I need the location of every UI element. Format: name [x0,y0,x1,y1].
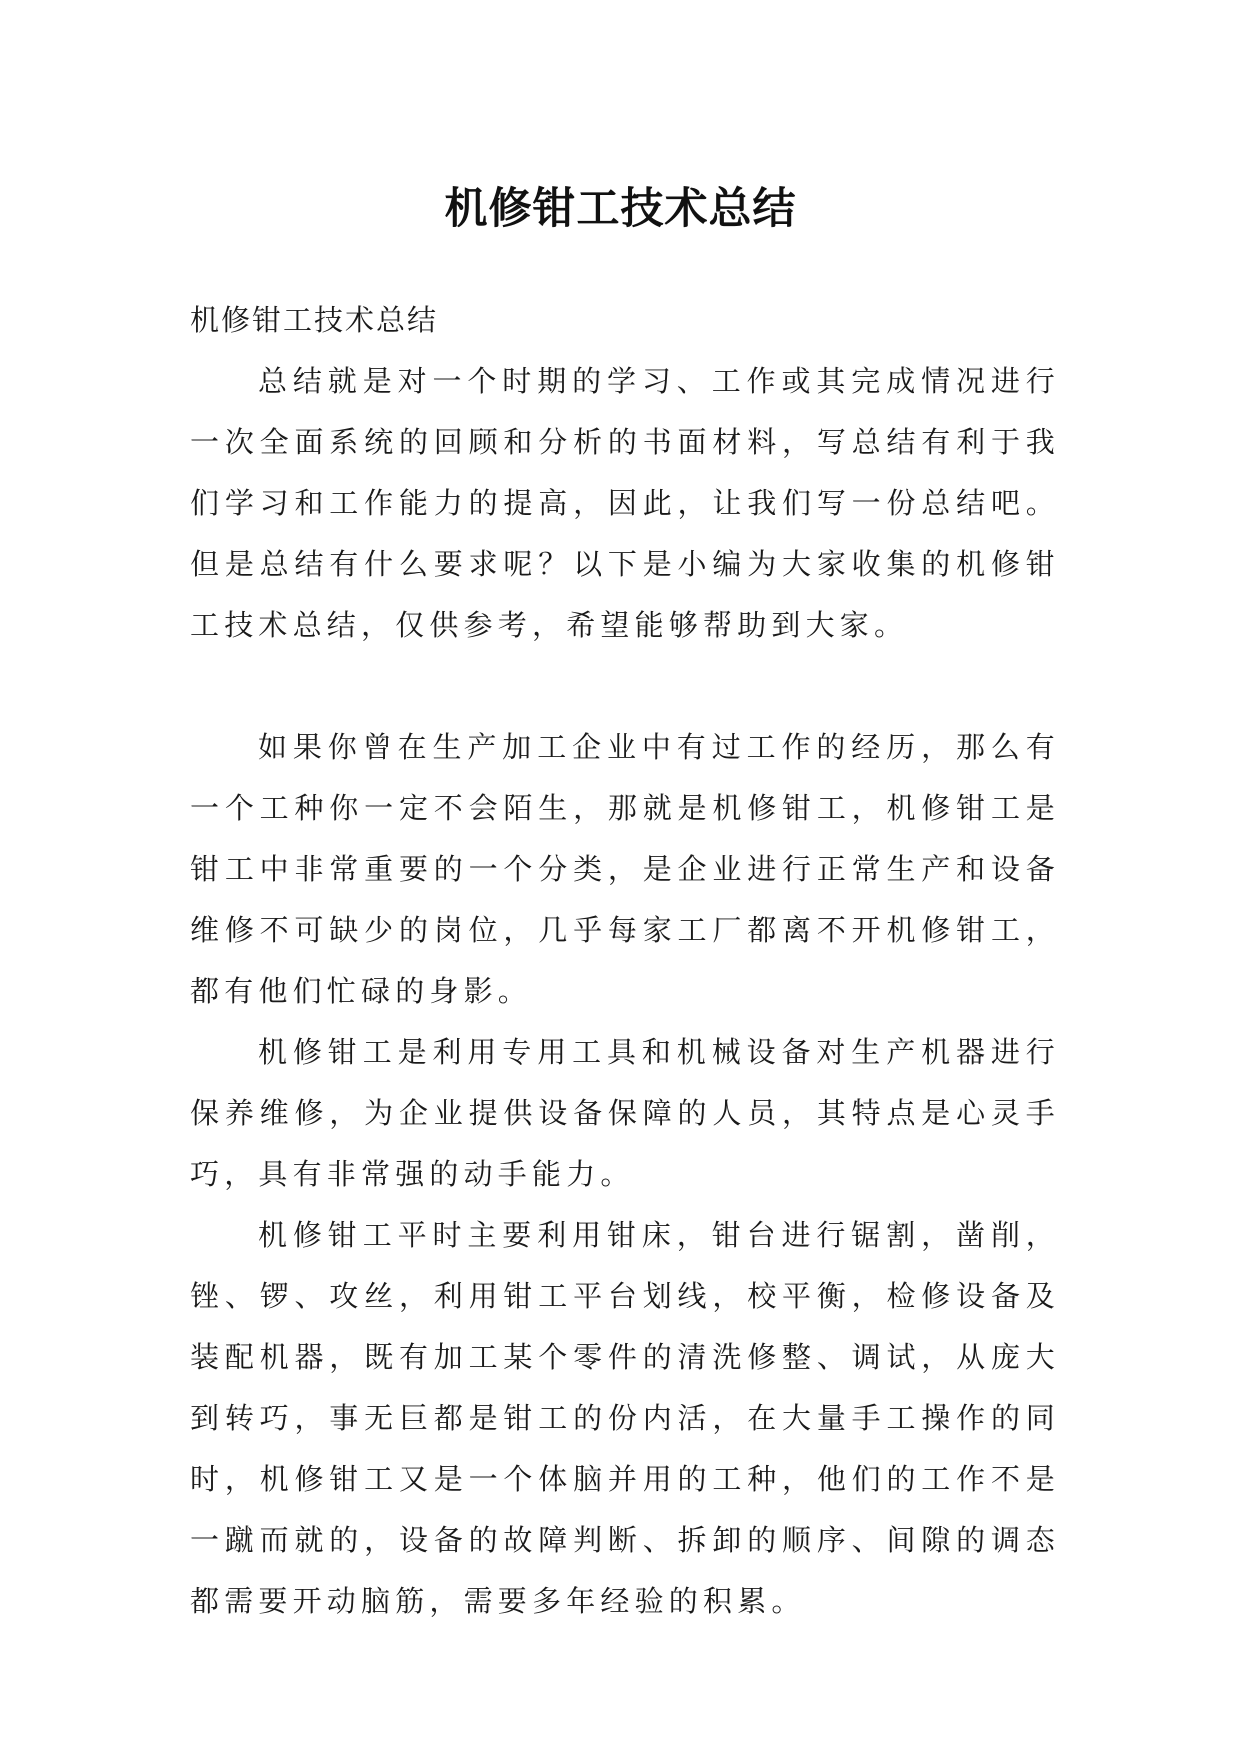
paragraph-2: 机修钳工是利用专用工具和机械设备对生产机器进行保养维修，为企业提供设备保障的人员，其特点是心灵手巧，具有非常强的动手能力。 [190,1035,1060,1191]
paragraph-spacer [190,656,1060,717]
page-title: 机修钳工技术总结 [444,183,797,234]
paragraph-3: 机修钳工平时主要利用钳床，钳台进行锯割，凿削，锉、锣、攻丝，利用钳工平台划线，校平衡，检修设备及装配机器，既有加工某个零件的清洗修整、调试，从庞大到转巧，事无巨都是钳工的份内活，在大量手工操作的同时，机修钳工又是一个体脑并用的工种，他们的工作不是一蹴而就的，设备的故障判断、拆卸的顺序、间隙的调态都需要开动脑筋，需要多年经验的积累。 [190,1218,1060,1618]
paragraph-1: 如果你曾在生产加工企业中有过工作的经历，那么有一个工种你一定不会陌生，那就是机修钳工，机修钳工是钳工中非常重要的一个分类，是企业进行正常生产和设备维修不可缺少的岗位，几乎每家工厂都离不开机修钳工，都有他们忙碌的身影。 [190,730,1060,1008]
paragraph-intro: 总结就是对一个时期的学习、工作或其完成情况进行一次全面系统的回顾和分析的书面材料，写总结有利于我们学习和工作能力的提高，因此，让我们写一份总结吧。但是总结有什么要求呢？以下是小编为大家收集的机修钳工技术总结，仅供参考，希望能够帮助到大家。 [190,364,1060,642]
subheading: 机修钳工技术总结 [190,303,439,337]
document-body [190,290,1060,1632]
